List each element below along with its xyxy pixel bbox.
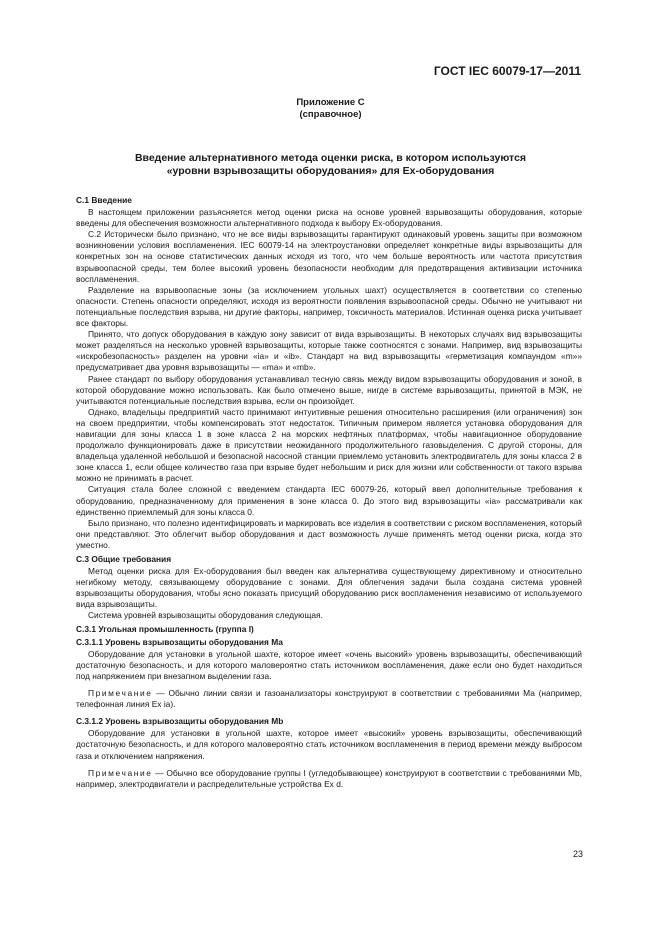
paragraph: Было признано, что полезно идентифицировать и маркировать все изделия в соответствии с риском воспламенения, который они представляют. Это облегчит выбор оборудования и даст возможность лучше применять метод оценки риска, когда это уместно.: [76, 517, 582, 550]
paragraph: В настоящем приложении разъясняется метод оценки риска на основе уровней взрывозащиты оборудования, которые введены для обеспечения возможности альтернативного подхода к выбору Ех-оборудования.: [76, 207, 582, 229]
section-heading-c1: С.1 Введение: [76, 195, 132, 205]
main-title-line-1: Введение альтернативного метода оценки риска, в котором используются: [134, 152, 527, 164]
main-title-line-2: «уровни взрывозащиты оборудования» для Ех-оборудования: [166, 165, 495, 177]
paragraph: Принято, что допуск оборудования в каждую зону зависит от вида взрывозащиты. В некоторых случаях вид взрывозащиты может разделяться на несколько уровней взрывозащиты, которые также соотносятся с зонами. Например, вид взрывозащиты «искробезопасность» разделен на уровни «ia» и «ib». Стандарт на вид взрывозащиты «герметизация компаундом «m»» предусматривает два уровня взрывозащиты — «ma» и «mb».: [76, 329, 582, 373]
paragraph: Система уровней взрывозащиты оборудования следующая.: [88, 610, 323, 621]
page-number: 23: [572, 849, 583, 859]
note-label: Примечание: [88, 688, 153, 699]
section-heading-c311: С.3.1.1 Уровень взрывозащиты оборудования Ма: [76, 636, 283, 647]
section-heading-c312: С.3.1.2 Уровень взрывозащиты оборудования Mb: [76, 716, 284, 727]
paragraph: Оборудование для установки в угольной шахте, которое имеет «высокий» уровень взрывозащиты, обеспечивающий достаточную безопасность, и для которого маловероятно стать источником воспламенения в период времени между выбросом газа и отключением напряжения.: [76, 728, 582, 761]
paragraph: Метод оценки риска для Ех-оборудования был введен как альтернатива существующему директивному и относительно негибкому методу, связывающему оборудование с зонами. Для облегчения задачи была создана система уровней взрывозащиты оборудования, чтобы ясно показать присущий оборудованию риск воспламенения независимо от используемого вида взрывозащиты.: [76, 566, 582, 610]
section-heading-c3: С.3 Общие требования: [76, 554, 172, 564]
annex-subtitle: (справочное): [299, 108, 362, 120]
annex-title: Приложение С: [296, 97, 365, 108]
paragraph: Ситуация стала более сложной с введением стандарта IEC 60079-26, который ввел дополнительные требования к оборудованию, предназначенному для применения в зоне класса 0. До этого вид взрывозащиты «ia» рассматривали как единственно приемлемый для зоны класса 0.: [76, 484, 582, 517]
paragraph: Однако, владельцы предприятий часто принимают интуитивные решения относительно расширения (или ограничения) зон на своем предприятии, чтобы компенсировать этот недостаток. Типичным примером является установка оборудования для навигации для зоны класса 1 в зоне класса 2 на морских нефтяных платформах, чтобы навигационное оборудование продолжало функционировать даже в присутствии неожиданного продолжительного газовыделения. С другой стороны, для владельца удаленной небольшой и безопасной насосной станции приемлемо установить электродвигатель для зоны класса 2 в зоне класса 1, если общее количество газа при взрыве будет небольшим и риск для жизни или собственности от такого взрыва можно не принимать в расчет.: [76, 406, 582, 484]
note-text: — Обычно линии связи и газоанализаторы конструируют в соответствии с требованиями Ма (например, телефонная линия Ех ia).: [76, 688, 582, 710]
main-title: [70, 152, 591, 178]
paragraph: Оборудование для установки в угольной шахте, которое имеет «очень высокий» уровень взрывозащиты, обеспечивающий достаточную безопасность, и для которого маловероятно стать источником воспламенения, даже если оно будет находиться под напряжением при внезапном выделении газа.: [76, 648, 582, 681]
document-code: ГОСТ IEC 60079-17—2011: [433, 64, 581, 78]
paragraph: Разделение на взрывоопасные зоны (за исключением угольных шахт) осуществляется в соответствии со степенью опасности. Степень опасности определяют, исходя из вероятности появления взрывоопасной среды. Обычно не учитывают ни потенциальные последствия взрыва, ни другие факторы, например, токсичность материалов. Истинная оценка риска учитывает все факторы.: [76, 284, 582, 329]
annex-heading: [0, 97, 661, 120]
document-body: [76, 193, 582, 796]
note: [76, 688, 582, 710]
note: [76, 768, 582, 790]
note-label: Примечание: [88, 767, 153, 778]
paragraph: Ранее стандарт по выбору оборудования устанавливал тесную связь между видом взрывозащиты оборудования и зоной, в которой оборудование можно использовать. Как было отмечено выше, нигде в системе взрывозащиты, принятой в МЭК, не учитываются потенциальные последствия взрыва, если он произойдет.: [76, 373, 582, 406]
note-text: — Обычно все оборудование группы I (угледобывающее) конструируют в соответствии с требованиями Mb, например, электродвигатели и распределительные устройства Ех d.: [76, 767, 582, 789]
paragraph: С.2 Исторически было признано, что не все виды взрывозащиты гарантируют одинаковый уровень защиты при возможном возникновении условия воспламенения. IEC 60079-14 на электроустановки определяет конкретные виды взрывозащиты для конкретных зон на основе статистических данных исходя из того, что чем больше вероятность или частота присутствия взрывоопасной среды, тем более высокий уровень безопасности необходим для предотвращения активизации источника воспламенения.: [76, 229, 582, 284]
section-heading-c31: С.3.1 Угольная промышленность (группа I): [76, 623, 254, 634]
